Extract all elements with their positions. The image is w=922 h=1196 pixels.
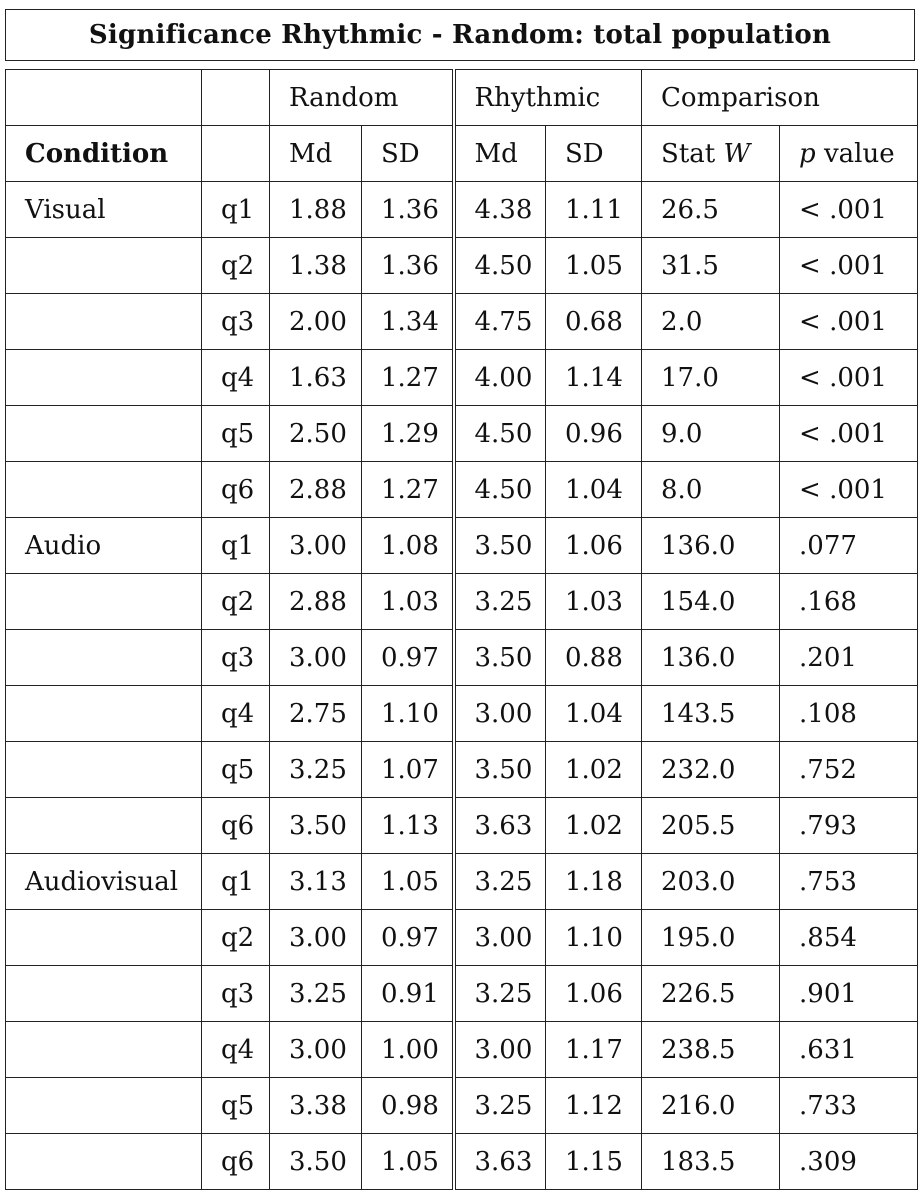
random-md-cell: 3.00	[270, 910, 362, 966]
condition-cell	[6, 686, 202, 742]
random-md-cell: 2.88	[270, 574, 362, 630]
rhythmic-md-cell: 3.63	[454, 798, 546, 854]
p-value-cell: .077	[780, 518, 918, 574]
rhythmic-md-cell: 3.25	[454, 966, 546, 1022]
table-row	[6, 686, 918, 742]
table-title: Significance Rhythmic - Random: total population	[5, 9, 915, 61]
random-md-cell: 1.88	[270, 182, 362, 238]
p-value-cell: .733	[780, 1078, 918, 1134]
table-row	[6, 854, 918, 910]
rhythmic-sd-cell: 1.15	[546, 1134, 642, 1190]
table-row	[6, 1134, 918, 1190]
random-sd-header: SD	[362, 126, 454, 182]
condition-cell	[6, 1134, 202, 1190]
empty-header-cell	[6, 70, 202, 126]
random-md-cell: 3.00	[270, 1022, 362, 1078]
table-row	[6, 462, 918, 518]
stat-w-cell: 136.0	[642, 630, 780, 686]
random-sd-cell: 0.91	[362, 966, 454, 1022]
question-cell: q4	[202, 686, 270, 742]
table-row	[6, 350, 918, 406]
random-md-cell: 3.25	[270, 742, 362, 798]
condition-cell	[6, 742, 202, 798]
condition-cell	[6, 798, 202, 854]
p-value-cell: .854	[780, 910, 918, 966]
question-cell: q6	[202, 462, 270, 518]
stat-w-cell: 226.5	[642, 966, 780, 1022]
rhythmic-md-cell: 3.00	[454, 686, 546, 742]
rhythmic-md-cell: 3.50	[454, 742, 546, 798]
group-random: Random	[270, 70, 454, 126]
stat-w-cell: 205.5	[642, 798, 780, 854]
random-md-cell: 3.38	[270, 1078, 362, 1134]
rhythmic-sd-cell: 1.06	[546, 966, 642, 1022]
table-body	[6, 182, 918, 1190]
random-md-cell: 3.00	[270, 630, 362, 686]
random-sd-cell: 1.29	[362, 406, 454, 462]
random-sd-cell: 1.27	[362, 350, 454, 406]
table-row	[6, 182, 918, 238]
rhythmic-md-cell: 4.75	[454, 294, 546, 350]
rhythmic-md-header: Md	[454, 126, 546, 182]
random-sd-cell: 0.98	[362, 1078, 454, 1134]
rhythmic-md-cell: 3.00	[454, 1022, 546, 1078]
p-value-cell: < .001	[780, 406, 918, 462]
p-value-cell: .753	[780, 854, 918, 910]
question-cell: q1	[202, 182, 270, 238]
rhythmic-sd-cell: 1.18	[546, 854, 642, 910]
random-sd-cell: 1.34	[362, 294, 454, 350]
p-value-cell: .108	[780, 686, 918, 742]
p-value-cell: .631	[780, 1022, 918, 1078]
p-header-var: p	[799, 138, 816, 169]
stat-w-cell: 136.0	[642, 518, 780, 574]
p-value-cell: < .001	[780, 182, 918, 238]
stat-w-cell: 195.0	[642, 910, 780, 966]
stat-w-cell: 216.0	[642, 1078, 780, 1134]
p-value-cell: < .001	[780, 462, 918, 518]
table-row	[6, 518, 918, 574]
p-value-header	[780, 126, 918, 182]
stat-w-cell: 26.5	[642, 182, 780, 238]
condition-cell	[6, 1078, 202, 1134]
condition-cell	[6, 966, 202, 1022]
question-cell: q2	[202, 910, 270, 966]
p-value-cell: .201	[780, 630, 918, 686]
random-sd-cell: 1.10	[362, 686, 454, 742]
question-cell: q4	[202, 350, 270, 406]
rhythmic-sd-header: SD	[546, 126, 642, 182]
question-cell: q3	[202, 630, 270, 686]
rhythmic-sd-cell: 1.06	[546, 518, 642, 574]
random-md-cell: 2.00	[270, 294, 362, 350]
rhythmic-sd-cell: 1.10	[546, 910, 642, 966]
p-value-cell: < .001	[780, 294, 918, 350]
rhythmic-md-cell: 3.50	[454, 518, 546, 574]
question-cell: q2	[202, 574, 270, 630]
question-cell: q5	[202, 1078, 270, 1134]
p-value-cell: .793	[780, 798, 918, 854]
stat-w-cell: 17.0	[642, 350, 780, 406]
rhythmic-md-cell: 3.50	[454, 630, 546, 686]
stat-header-var: W	[723, 138, 751, 169]
rhythmic-sd-cell: 1.05	[546, 238, 642, 294]
rhythmic-md-cell: 4.50	[454, 406, 546, 462]
table-row	[6, 1022, 918, 1078]
p-value-cell: .309	[780, 1134, 918, 1190]
question-cell: q2	[202, 238, 270, 294]
p-value-cell: .752	[780, 742, 918, 798]
rhythmic-md-cell: 4.50	[454, 462, 546, 518]
stat-w-cell: 154.0	[642, 574, 780, 630]
random-sd-cell: 0.97	[362, 910, 454, 966]
rhythmic-md-cell: 3.25	[454, 1078, 546, 1134]
rhythmic-md-cell: 4.50	[454, 238, 546, 294]
random-sd-cell: 1.27	[362, 462, 454, 518]
random-md-cell: 1.38	[270, 238, 362, 294]
rhythmic-sd-cell: 0.68	[546, 294, 642, 350]
stat-w-cell: 143.5	[642, 686, 780, 742]
significance-table	[5, 69, 918, 1190]
rhythmic-sd-cell: 1.02	[546, 798, 642, 854]
random-md-header: Md	[270, 126, 362, 182]
condition-cell	[6, 574, 202, 630]
rhythmic-sd-cell: 1.03	[546, 574, 642, 630]
rhythmic-sd-cell: 1.04	[546, 686, 642, 742]
stat-header	[642, 126, 780, 182]
condition-cell	[6, 630, 202, 686]
empty-header-cell	[202, 126, 270, 182]
stat-w-cell: 8.0	[642, 462, 780, 518]
rhythmic-sd-cell: 1.14	[546, 350, 642, 406]
random-md-cell: 2.50	[270, 406, 362, 462]
stat-w-cell: 183.5	[642, 1134, 780, 1190]
random-md-cell: 3.25	[270, 966, 362, 1022]
rhythmic-md-cell: 3.25	[454, 854, 546, 910]
group-header-row	[6, 70, 918, 126]
condition-cell	[6, 406, 202, 462]
condition-cell	[6, 294, 202, 350]
random-md-cell: 3.50	[270, 1134, 362, 1190]
rhythmic-md-cell: 3.63	[454, 1134, 546, 1190]
rhythmic-sd-cell: 1.04	[546, 462, 642, 518]
table-row	[6, 966, 918, 1022]
random-md-cell: 2.75	[270, 686, 362, 742]
p-header-suffix: value	[823, 138, 895, 169]
condition-header: Condition	[6, 126, 202, 182]
stat-header-prefix: Stat	[661, 138, 716, 169]
stat-w-cell: 2.0	[642, 294, 780, 350]
rhythmic-sd-cell: 1.12	[546, 1078, 642, 1134]
rhythmic-sd-cell: 0.88	[546, 630, 642, 686]
condition-cell	[6, 1022, 202, 1078]
stat-w-cell: 9.0	[642, 406, 780, 462]
p-value-cell: < .001	[780, 238, 918, 294]
stat-w-cell: 31.5	[642, 238, 780, 294]
random-sd-cell: 1.08	[362, 518, 454, 574]
p-value-cell: .901	[780, 966, 918, 1022]
random-sd-cell: 0.97	[362, 630, 454, 686]
rhythmic-sd-cell: 1.17	[546, 1022, 642, 1078]
random-md-cell: 3.50	[270, 798, 362, 854]
empty-header-cell	[202, 70, 270, 126]
p-value-cell: < .001	[780, 350, 918, 406]
table-row	[6, 574, 918, 630]
p-value-cell: .168	[780, 574, 918, 630]
random-sd-cell: 1.00	[362, 1022, 454, 1078]
condition-cell: Audio	[6, 518, 202, 574]
table-row	[6, 238, 918, 294]
group-comparison: Comparison	[642, 70, 918, 126]
stat-w-cell: 238.5	[642, 1022, 780, 1078]
table-row	[6, 742, 918, 798]
stat-w-cell: 232.0	[642, 742, 780, 798]
rhythmic-md-cell: 4.38	[454, 182, 546, 238]
question-cell: q4	[202, 1022, 270, 1078]
table-row	[6, 406, 918, 462]
random-sd-cell: 1.36	[362, 238, 454, 294]
rhythmic-md-cell: 3.00	[454, 910, 546, 966]
table-row	[6, 798, 918, 854]
rhythmic-sd-cell: 1.11	[546, 182, 642, 238]
stat-w-cell: 203.0	[642, 854, 780, 910]
random-sd-cell: 1.05	[362, 854, 454, 910]
question-cell: q5	[202, 742, 270, 798]
group-rhythmic: Rhythmic	[454, 70, 642, 126]
random-md-cell: 3.13	[270, 854, 362, 910]
table-row	[6, 1078, 918, 1134]
random-sd-cell: 1.07	[362, 742, 454, 798]
question-cell: q6	[202, 1134, 270, 1190]
rhythmic-md-cell: 4.00	[454, 350, 546, 406]
random-sd-cell: 1.03	[362, 574, 454, 630]
random-sd-cell: 1.36	[362, 182, 454, 238]
condition-cell	[6, 350, 202, 406]
rhythmic-md-cell: 3.25	[454, 574, 546, 630]
random-md-cell: 2.88	[270, 462, 362, 518]
condition-cell	[6, 910, 202, 966]
condition-cell: Audiovisual	[6, 854, 202, 910]
random-md-cell: 1.63	[270, 350, 362, 406]
table-row	[6, 294, 918, 350]
question-cell: q1	[202, 854, 270, 910]
rhythmic-sd-cell: 0.96	[546, 406, 642, 462]
question-cell: q1	[202, 518, 270, 574]
question-cell: q3	[202, 966, 270, 1022]
condition-cell	[6, 238, 202, 294]
random-md-cell: 3.00	[270, 518, 362, 574]
random-sd-cell: 1.05	[362, 1134, 454, 1190]
table-row	[6, 910, 918, 966]
rhythmic-sd-cell: 1.02	[546, 742, 642, 798]
random-sd-cell: 1.13	[362, 798, 454, 854]
question-cell: q6	[202, 798, 270, 854]
question-cell: q3	[202, 294, 270, 350]
condition-cell: Visual	[6, 182, 202, 238]
question-cell: q5	[202, 406, 270, 462]
column-header-row	[6, 126, 918, 182]
table-row	[6, 630, 918, 686]
condition-cell	[6, 462, 202, 518]
